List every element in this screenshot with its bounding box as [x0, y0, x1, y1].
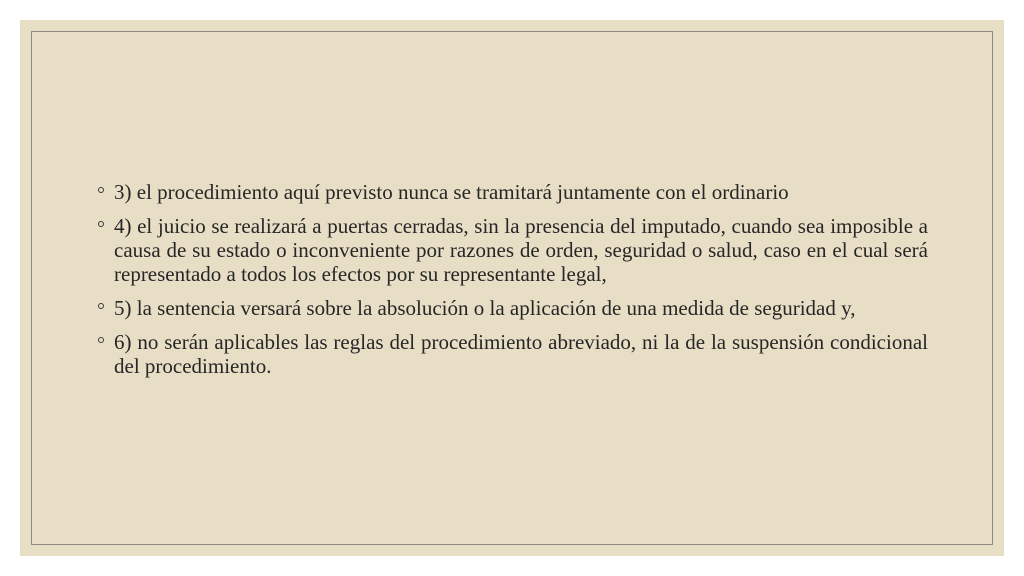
hollow-circle-bullet-icon — [98, 187, 104, 193]
slide — [20, 20, 1004, 556]
hollow-circle-bullet-icon — [98, 337, 104, 343]
bullet-item-3 — [98, 180, 928, 204]
bullet-text: 5) la sentencia versará sobre la absolución o la aplicación de una medida de seguridad y, — [114, 296, 856, 320]
bullet-text: 4) el juicio se realizará a puertas cerradas, sin la presencia del imputado, cuando sea imposible a causa de su estado o inconveniente por razones de orden, seguridad o salud, caso en el cual será representado a todos los efectos por su representante legal, — [114, 214, 928, 286]
bullet-text: 6) no serán aplicables las reglas del procedimiento abreviado, ni la de la suspensión condicional del procedimiento. — [114, 330, 928, 378]
hollow-circle-bullet-icon — [98, 303, 104, 309]
bullet-text: 3) el procedimiento aquí previsto nunca se tramitará juntamente con el ordinario — [114, 180, 789, 204]
bullet-item-6 — [98, 330, 928, 378]
bullet-item-5 — [98, 296, 928, 320]
bullet-item-4 — [98, 214, 928, 286]
hollow-circle-bullet-icon — [98, 221, 104, 227]
bullet-list — [98, 180, 928, 388]
